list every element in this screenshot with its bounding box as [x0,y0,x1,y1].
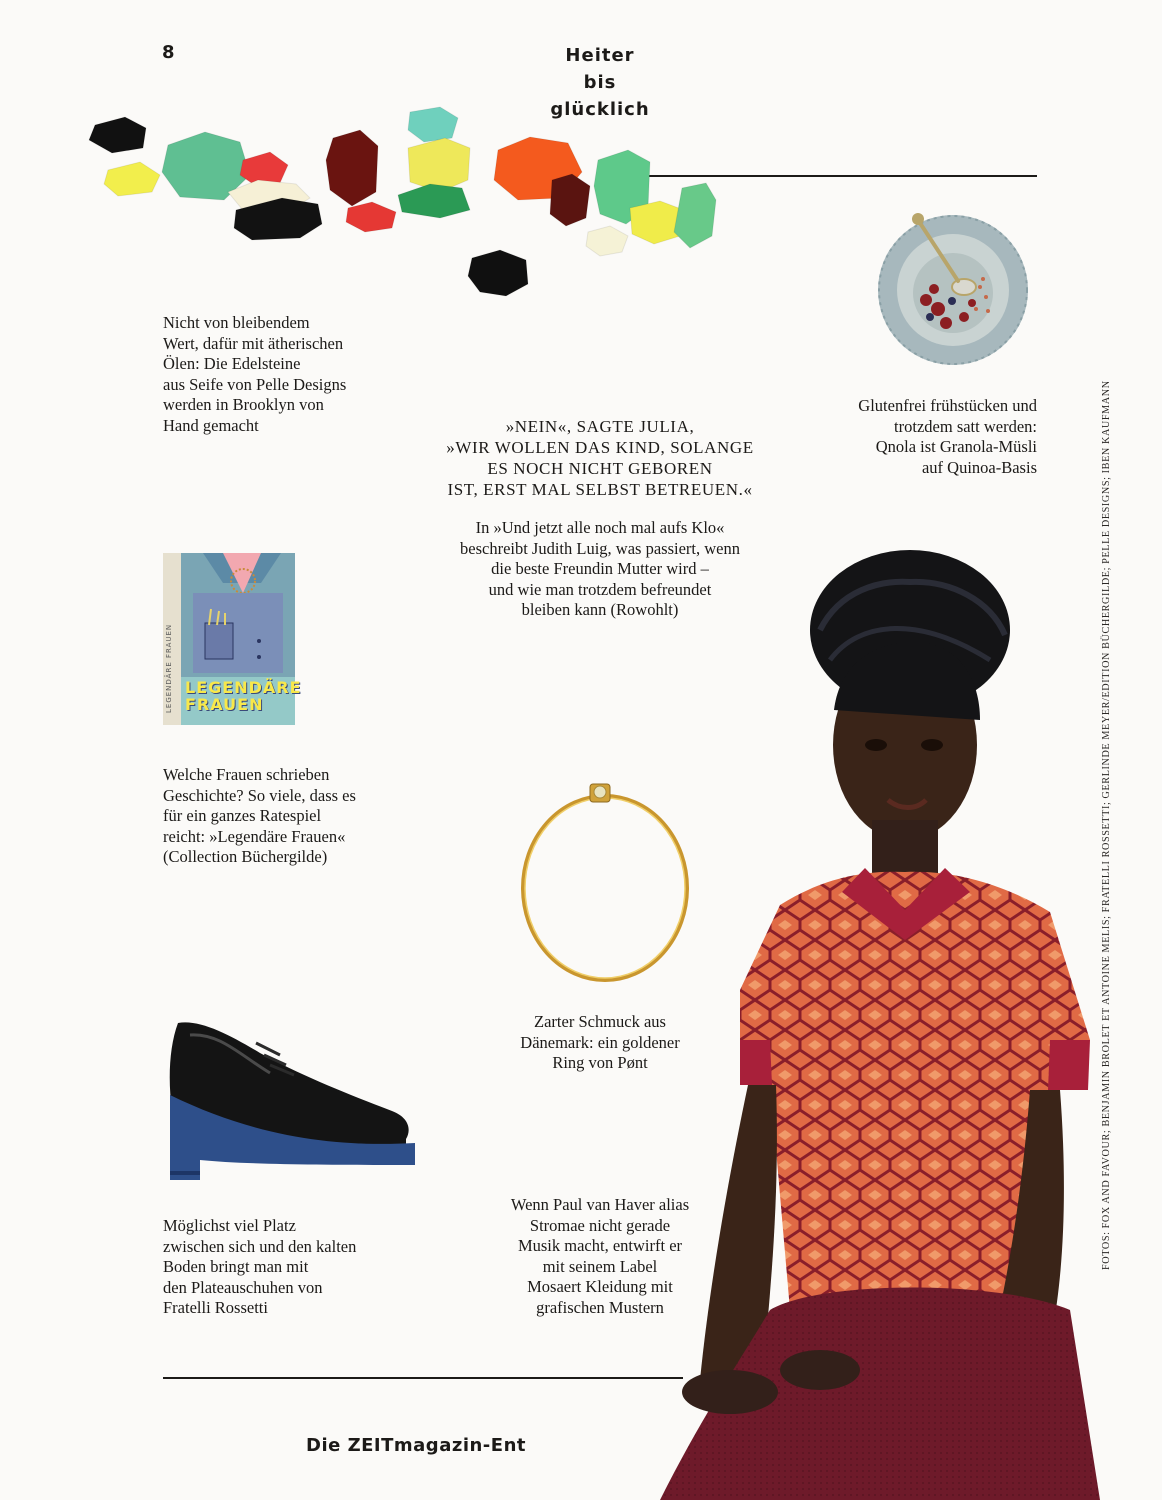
game-box-image [163,553,302,725]
granola-bowl-image [868,205,1038,375]
ring-caption: Zarter Schmuck aus Dänemark: ein goldener Ring von Pønt [520,1012,680,1072]
game-box-spine: LEGENDÄRE FRAUEN [165,623,173,713]
model-photo [620,520,1100,1500]
gem-black-3 [468,250,528,296]
gem-yellow-2 [408,138,470,192]
bottom-rule [163,1377,683,1379]
gem-teal-1 [408,107,458,142]
book-quote: »NEIN«, SAGTE JULIA, »WIR WOLLEN DAS KIND, SOLANGE ES NOCH NICHT GEBOREN IST, ERST MAL SELBST BETREUEN.« [446,417,754,499]
granola-caption: Glutenfrei frühstücken und trotzdem satt werden: Qnola ist Granola-Müsli auf Quinoa-Basis [858,396,1037,477]
game-caption: Welche Frauen schrieben Geschichte? So viele, dass es für ein ganzes Ratespiel reicht: »Legendäre Frauen« (Collection Büchergilde) [163,765,356,866]
gem-garnet-1 [326,130,378,206]
gem-green-2 [398,184,470,218]
fashion-caption: Wenn Paul van Haver alias Stromae nicht gerade Musik macht, entwirft er mit seinem Label Mosaert Kleidung mit grafischen Mustern [510,1195,690,1317]
title-line-2: bis [583,72,617,93]
photo-credits: FOTOS: FOX AND FAVOUR; BENJAMIN BROLET ET ANTOINE MELIS; FRATELLI ROSSETTI; GERLINDE MEYER/EDITION BÜCHERGILDE; PELLE DESIGNS; IBEN KAUFMANN [1101,380,1112,1270]
book-description: In »Und jetzt alle noch mal aufs Klo« beschreibt Judith Luig, was passiert, wenn die beste Freundin Mutter wird – und wie man trotzdem befreundet bleiben kann (Rowohlt) [460,518,740,619]
footer-title: Die ZEITmagazin-Ent [306,1435,526,1456]
gem-green-4 [674,183,716,248]
plateau-shoe-image [160,1015,420,1190]
title-line-3: glücklich [550,99,650,120]
gem-cream-2 [586,226,628,256]
gem-black-1 [89,117,146,153]
soap-caption: Nicht von bleibendem Wert, dafür mit ätherischen Ölen: Die Edelsteine aus Seife von Pelle Designs werden in Brooklyn von Hand gemacht [163,313,347,435]
gem-yellow-1 [104,162,160,196]
game-box-title: LEGENDÄRE FRAUEN [185,678,302,714]
title-line-1: Heiter [565,45,635,66]
shoe-caption: Möglichst viel Platz zwischen sich und den kalten Boden bringt man mit den Plateauschuhen von Fratelli Rossetti [163,1216,357,1317]
gem-red-2 [346,202,396,232]
page-number: 8 [162,42,175,63]
gem-garnet-2 [550,174,590,226]
